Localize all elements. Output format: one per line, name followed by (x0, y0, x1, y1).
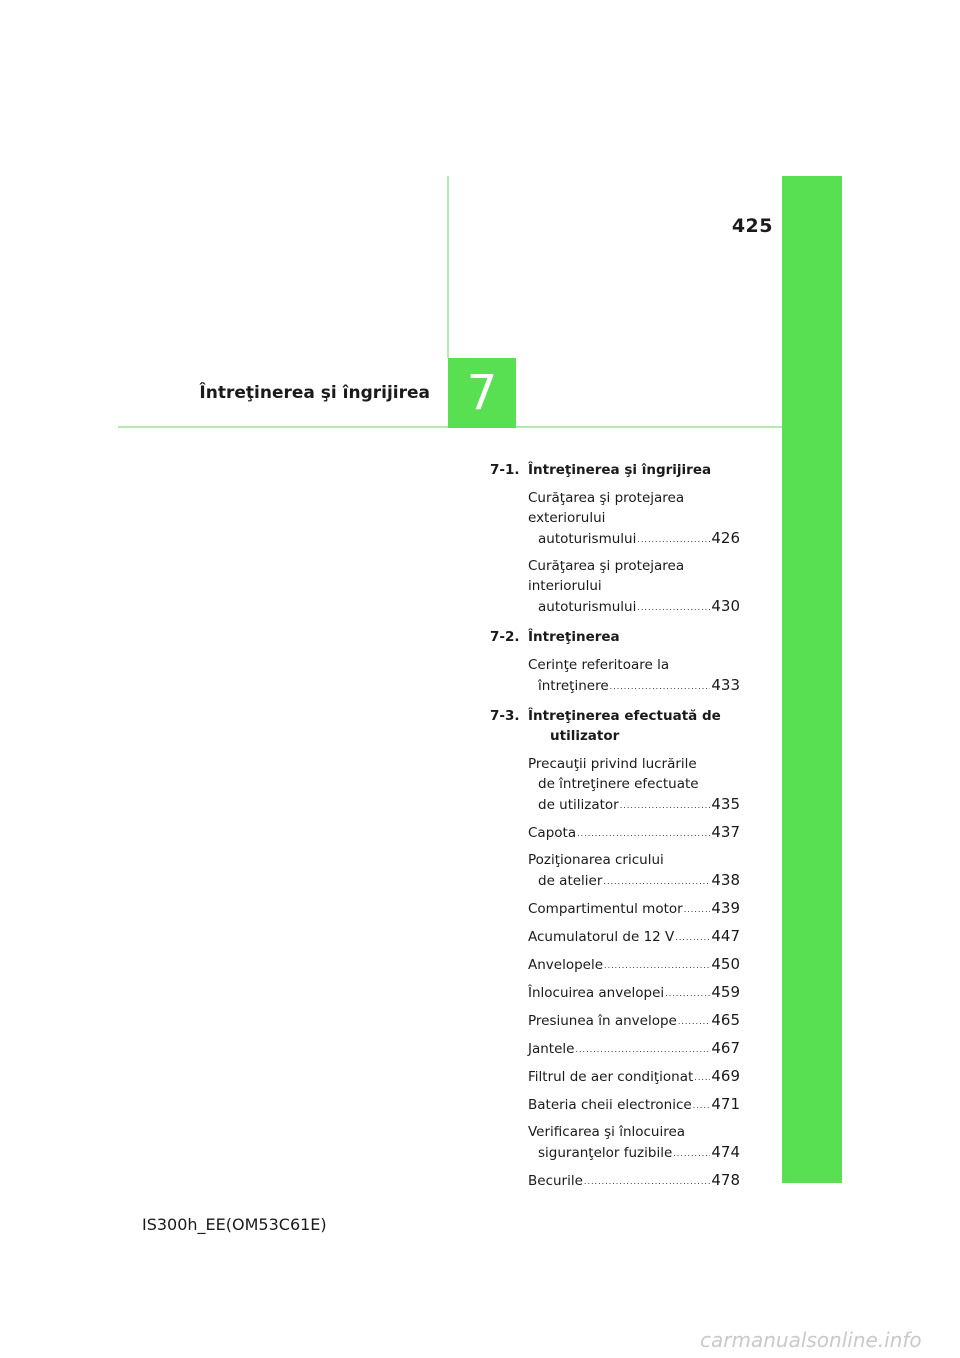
toc-entry-text: de atelier (538, 873, 603, 889)
toc-entry-text: Acumulatorul de 12 V (528, 929, 675, 945)
toc-section-number: 7-2. (490, 629, 520, 645)
toc-entry-text: întreţinere (538, 678, 609, 694)
leader-dots (584, 1172, 710, 1192)
toc-entry[interactable] (528, 1094, 740, 1117)
toc-entry-page: 469 (711, 1067, 740, 1085)
toc-section-heading[interactable] (490, 706, 740, 746)
toc-entry[interactable] (528, 655, 740, 698)
toc-entry-page: 459 (711, 983, 740, 1001)
toc-section-heading[interactable] (490, 460, 740, 480)
leader-dots (604, 956, 710, 976)
toc-entry-last-line (528, 1010, 740, 1033)
toc-entry-text: autoturismului (538, 599, 637, 615)
leader-dots (665, 984, 710, 1004)
toc-entry-line (528, 1122, 740, 1142)
toc-section-number: 7-3. (490, 708, 520, 724)
toc-entry-last-line (528, 794, 740, 817)
toc-entry-page: 433 (711, 676, 740, 694)
toc-entry-text: Bateria cheii electronice (528, 1097, 692, 1113)
toc-entry-page: 437 (711, 823, 740, 841)
leader-dots (675, 928, 710, 948)
toc-entry-text: Verificarea şi înlocuirea (528, 1124, 686, 1140)
toc-entry-page: 435 (711, 795, 740, 813)
toc-entry-last-line (528, 1170, 740, 1193)
toc-entry-text: Compartimentul motor (528, 901, 683, 917)
toc-section-number: 7-1. (490, 462, 520, 478)
chapter-side-tab (782, 176, 842, 1183)
toc-section-title-line: Întreţinerea (528, 629, 620, 645)
chapter-number-box (448, 358, 516, 428)
leader-dots (603, 872, 710, 892)
toc-section-title-line: Întreţinerea efectuată de (528, 708, 721, 724)
toc-entry-page: 471 (711, 1095, 740, 1113)
toc-entry-last-line (528, 1142, 740, 1165)
toc-entry-line (528, 488, 740, 528)
toc-section-title (528, 706, 740, 746)
toc-entry-last-line (528, 982, 740, 1005)
toc-entry-last-line (528, 1094, 740, 1117)
toc-entry-last-line (528, 870, 740, 893)
toc-entry-page: 426 (711, 529, 740, 547)
toc-entry[interactable] (528, 898, 740, 921)
toc-entry-text: Capota (528, 825, 577, 841)
toc-entry-text: Curăţarea şi protejarea interiorului (528, 558, 685, 594)
toc-entry-page: 447 (711, 927, 740, 945)
toc-entry-text: autoturismului (538, 531, 637, 547)
toc-entry-line (528, 655, 740, 675)
toc-entry-page: 467 (711, 1039, 740, 1057)
toc-entry-text: Becurile (528, 1173, 583, 1189)
toc-entry-last-line (528, 898, 740, 921)
leader-dots (575, 1040, 710, 1060)
toc-section (490, 460, 740, 619)
leader-dots (577, 824, 710, 844)
leader-dots (693, 1096, 711, 1116)
toc-entry-page: 474 (711, 1143, 740, 1161)
toc-entry-text: Precauţii privind lucrările (528, 756, 697, 772)
toc-entry[interactable] (528, 822, 740, 845)
toc-entry-text: de întreţinere efectuate (538, 776, 699, 792)
toc-entry-text: Anvelopele (528, 957, 604, 973)
chapter-title: Întreţinerea şi îngrijirea (199, 383, 430, 403)
toc-entry-text: Înlocuirea anvelopei (528, 985, 665, 1001)
toc-entry-line (528, 754, 740, 774)
toc-entry-last-line (528, 675, 740, 698)
toc-entry[interactable] (528, 954, 740, 977)
toc-entry-text: Jantele (528, 1041, 575, 1057)
toc-entry[interactable] (528, 850, 740, 893)
toc-entry-line (528, 774, 740, 794)
vertical-divider (447, 176, 449, 358)
toc-entry-last-line (528, 1066, 740, 1089)
leader-dots (673, 1144, 710, 1164)
toc-entry[interactable] (528, 1066, 740, 1089)
leader-dots (684, 900, 711, 920)
leader-dots (637, 598, 710, 618)
toc-entry[interactable] (528, 1122, 740, 1165)
manual-code: IS300h_EE(OM53C61E) (142, 1215, 327, 1234)
toc-section-title (528, 460, 740, 480)
toc-entry-last-line (528, 822, 740, 845)
toc-section (490, 627, 740, 698)
toc-entry-text: Cerinţe referitoare la (528, 657, 670, 673)
chapter-number: 7 (466, 365, 498, 421)
toc-entry-text: Curăţarea şi protejarea exteriorului (528, 490, 685, 526)
toc-entry-last-line (528, 1038, 740, 1061)
toc-section-title-line: utilizator (550, 728, 620, 744)
toc-entry[interactable] (528, 1170, 740, 1193)
toc-entry[interactable] (528, 556, 740, 619)
toc-entry-page: 450 (711, 955, 740, 973)
table-of-contents (490, 460, 740, 1201)
page-number: 425 (731, 215, 773, 237)
leader-dots (678, 1012, 711, 1032)
toc-section-title-line: Întreţinerea şi îngrijirea (528, 462, 712, 478)
toc-section-heading[interactable] (490, 627, 740, 647)
leader-dots (620, 796, 711, 816)
toc-entry-page: 438 (711, 871, 740, 889)
watermark: carmanualsonline.info (700, 1328, 922, 1352)
toc-entry-page: 430 (711, 597, 740, 615)
toc-entry[interactable] (528, 926, 740, 949)
toc-entry[interactable] (528, 754, 740, 817)
leader-dots (637, 530, 710, 550)
toc-entry-page: 465 (711, 1011, 740, 1029)
toc-entry-text: Filtrul de aer condiţionat (528, 1069, 694, 1085)
toc-entry-line (528, 850, 740, 870)
toc-entry-text: Poziţionarea cricului (528, 852, 664, 868)
leader-dots (694, 1068, 710, 1088)
toc-entry[interactable] (528, 982, 740, 1005)
toc-section-title (528, 627, 740, 647)
toc-entry[interactable] (528, 1038, 740, 1061)
leader-dots (610, 677, 711, 697)
toc-entry-last-line (528, 954, 740, 977)
toc-entry-last-line (528, 596, 740, 619)
toc-entry-line (528, 556, 740, 596)
toc-entry[interactable] (528, 488, 740, 551)
toc-section (490, 706, 740, 1193)
toc-entry-last-line (528, 926, 740, 949)
toc-entry-text: Presiunea în anvelope (528, 1013, 677, 1029)
toc-entry-page: 478 (711, 1171, 740, 1189)
toc-entry-page: 439 (711, 899, 740, 917)
toc-entry[interactable] (528, 1010, 740, 1033)
toc-entry-text: siguranţelor fuzibile (538, 1145, 673, 1161)
toc-entry-text: de utilizator (538, 797, 619, 813)
toc-entry-last-line (528, 528, 740, 551)
